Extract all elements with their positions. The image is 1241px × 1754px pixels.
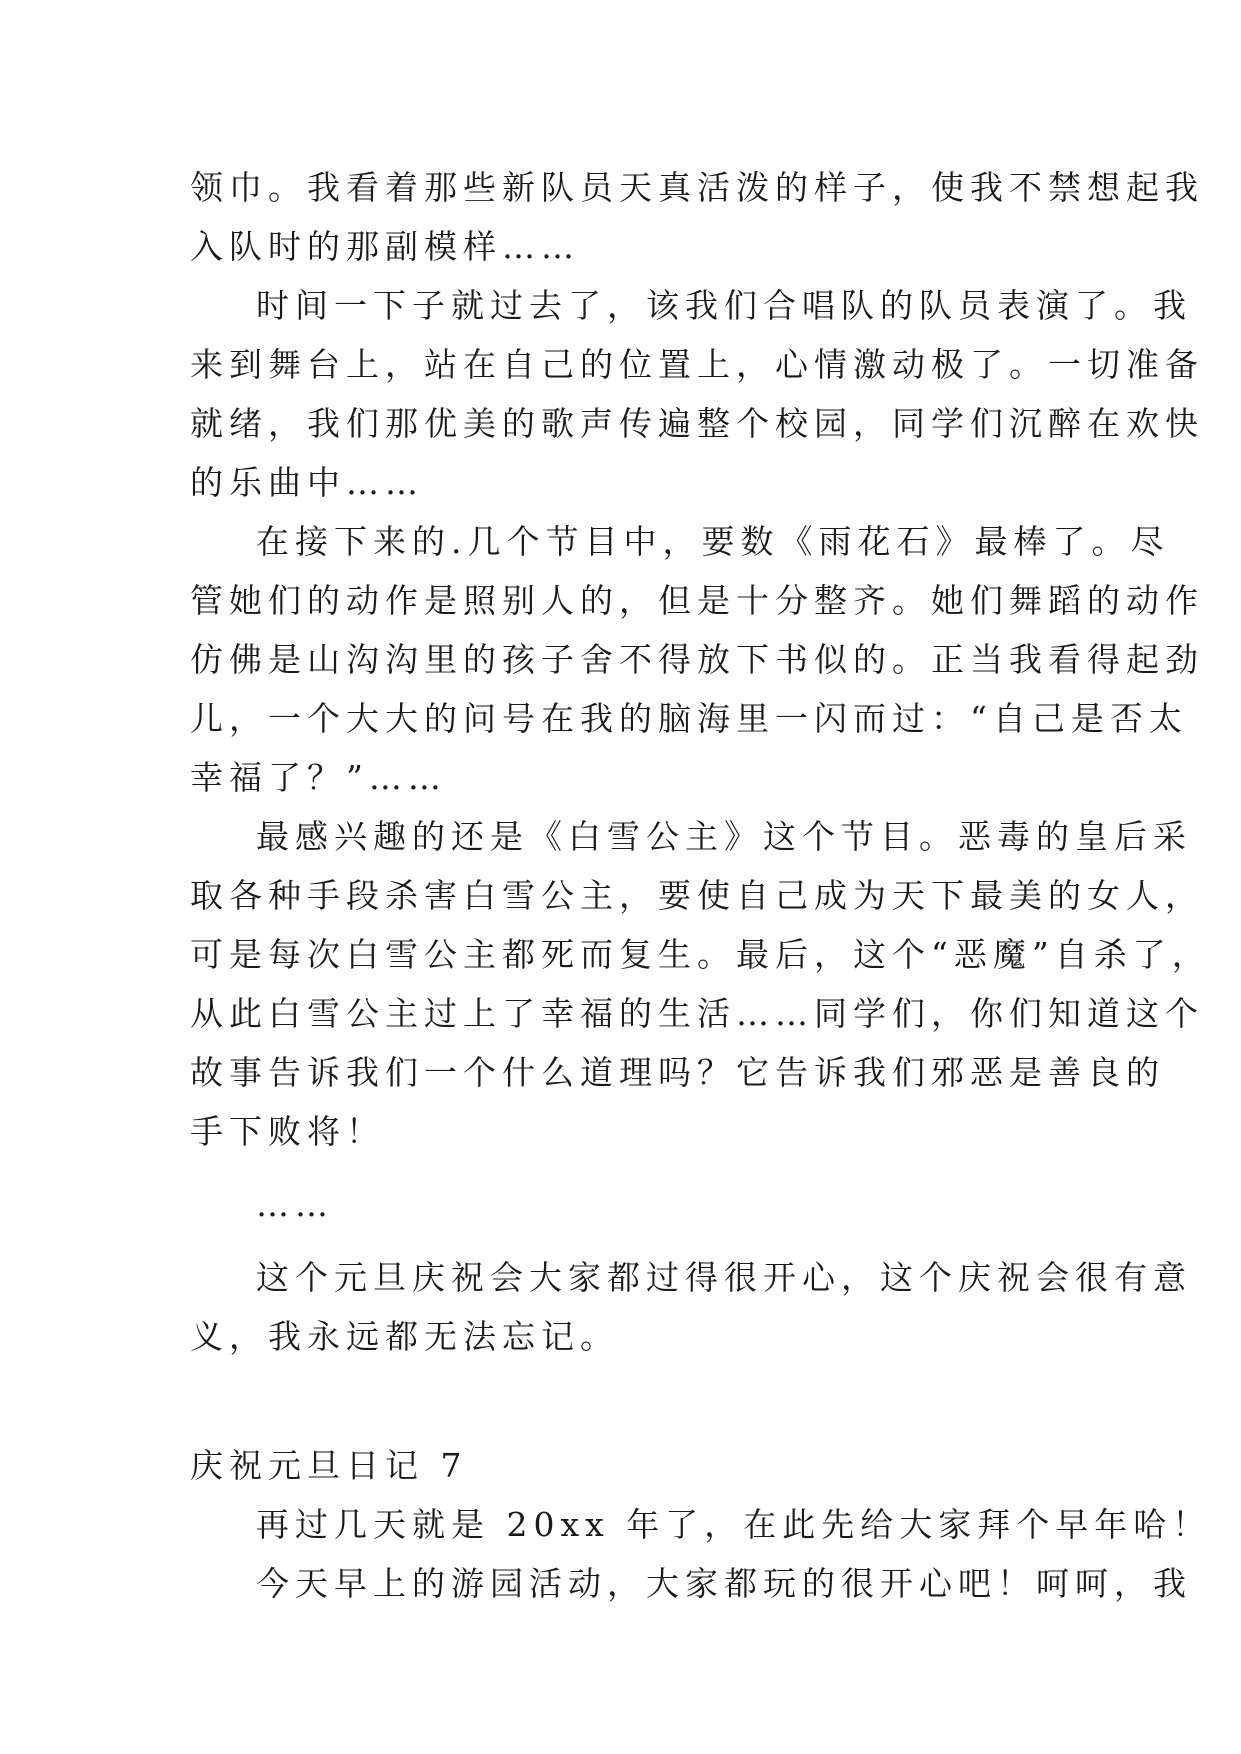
- text-line: 就绪，我们那优美的歌声传遍整个校园，同学们沉醉在欢快: [190, 404, 1204, 443]
- paragraph: [190, 807, 1211, 1161]
- text-line: 时间一下子就过去了，该我们合唱队的队员表演了。我: [256, 286, 1192, 325]
- text-line: 儿，一个大大的问号在我的脑海里一闪而过：“自己是否太: [190, 699, 1188, 738]
- paragraph: [190, 158, 1204, 276]
- text-line: 取各种手段杀害白雪公主，要使自己成为天下最美的女人，: [190, 876, 1204, 915]
- paragraph: [190, 1175, 1050, 1234]
- text-line: 今天早上的游园活动，大家都玩的很开心吧！呵呵，我: [256, 1564, 1192, 1603]
- spacer: [190, 1366, 1050, 1436]
- text-line: 入队时的那副模样……: [190, 227, 580, 266]
- spacer: [190, 1161, 1050, 1175]
- text-line: 的乐曲中……: [190, 463, 424, 502]
- text-line: 这个元旦庆祝会大家都过得很开心，这个庆祝会很有意: [256, 1258, 1192, 1297]
- text-line: 从此白雪公主过上了幸福的生活……同学们，你们知道这个: [190, 994, 1204, 1033]
- text-line: 可是每次白雪公主都死而复生。最后，这个“恶魔”自杀了，: [190, 935, 1211, 974]
- text-line: 幸福了？”……: [190, 758, 447, 797]
- section-title: 庆祝元旦日记 7: [190, 1446, 468, 1485]
- text-line: 最感兴趣的还是《白雪公主》这个节目。恶毒的皇后采: [256, 817, 1192, 856]
- text-line: 领巾。我看着那些新队员天真活泼的样子，使我不禁想起我: [190, 168, 1204, 207]
- text-line: 仿佛是山沟沟里的孩子舍不得放下书似的。正当我看得起劲: [190, 640, 1204, 679]
- text-line: 来到舞台上，站在自己的位置上，心情激动极了。一切准备: [190, 345, 1204, 384]
- text-line: 管她们的动作是照别人的，但是十分整齐。她们舞蹈的动作: [190, 581, 1204, 620]
- paragraph: [190, 1495, 1212, 1554]
- document-page: [190, 158, 1212, 1613]
- text-line: 在接下来的.几个节目中，要数《雨花石》最棒了。尽: [256, 522, 1170, 561]
- text-line: 手下败将！: [190, 1112, 385, 1151]
- text-line: 再过几天就是 20xx 年了，在此先给大家拜个早年哈！: [256, 1505, 1212, 1544]
- spacer: [190, 1234, 1050, 1248]
- paragraph: [190, 512, 1204, 807]
- paragraph: [190, 1248, 1192, 1366]
- ellipsis-line: ……: [256, 1185, 334, 1224]
- paragraph: [190, 1554, 1192, 1613]
- text-line: 义，我永远都无法忘记。: [190, 1317, 619, 1356]
- paragraph: [190, 276, 1204, 512]
- text-line: 故事告诉我们一个什么道理吗？它告诉我们邪恶是善良的: [190, 1053, 1165, 1092]
